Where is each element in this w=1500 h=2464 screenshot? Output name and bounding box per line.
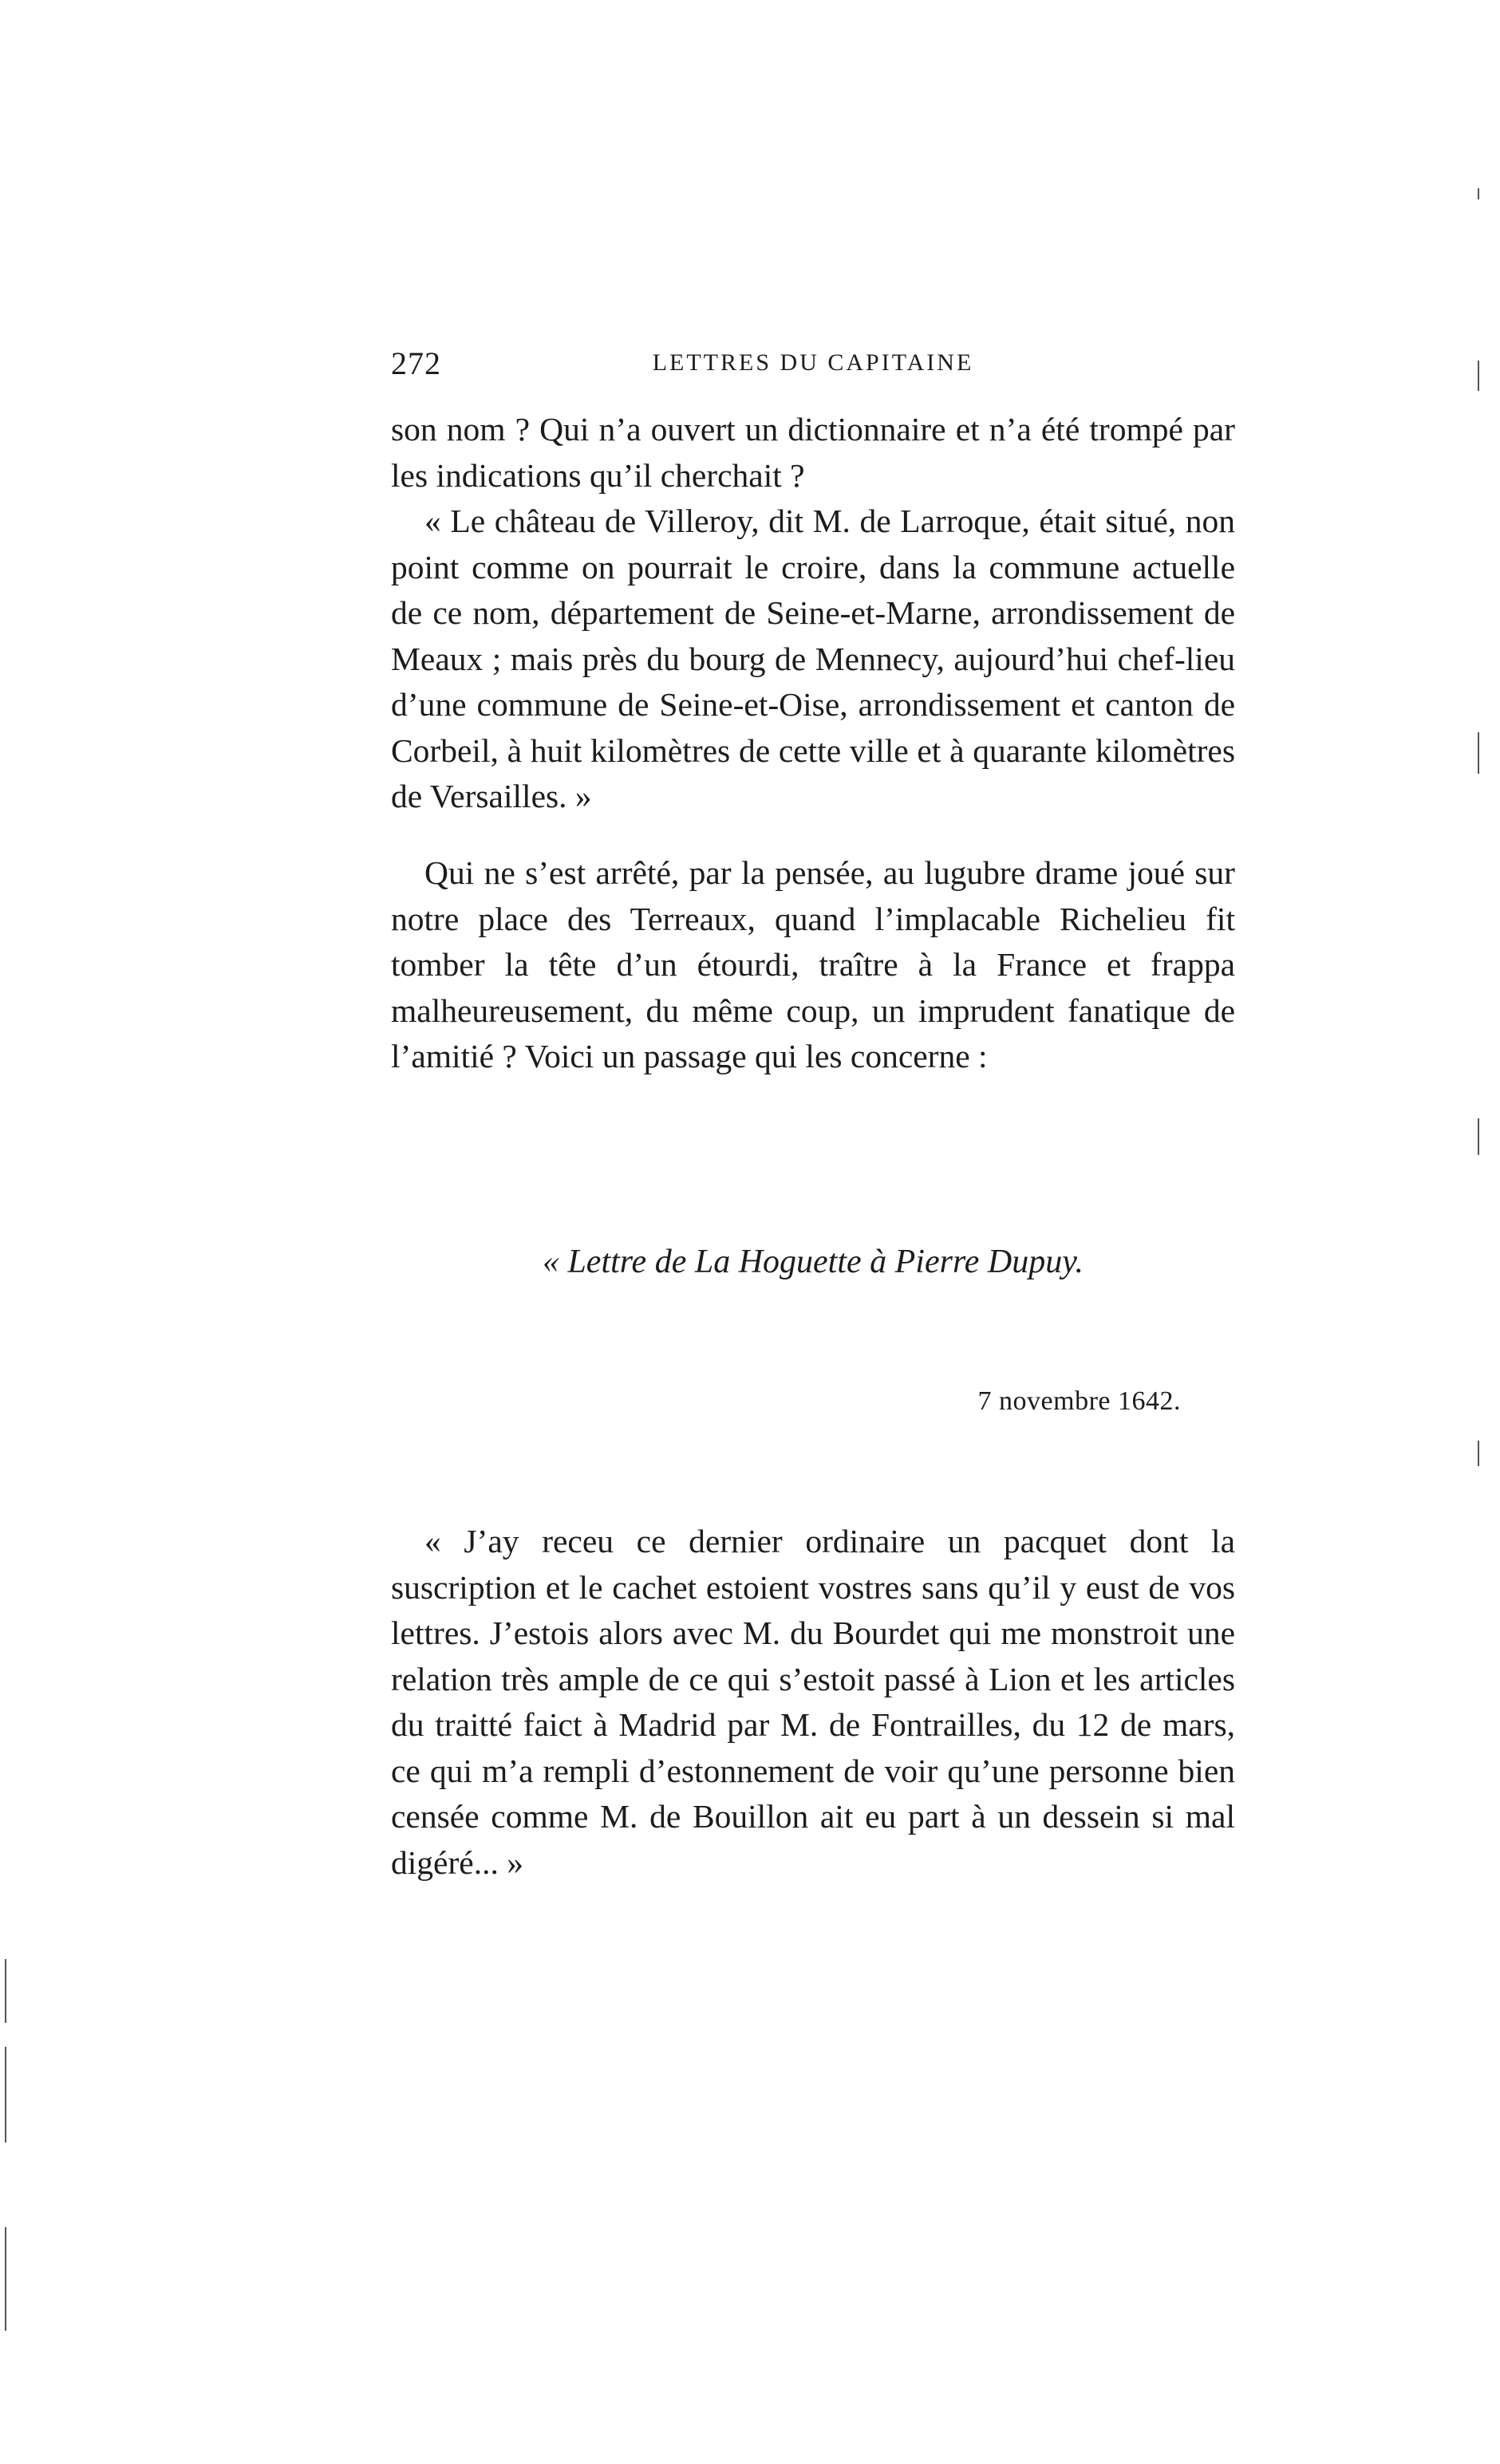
scan-edge-mark <box>1478 732 1479 774</box>
scan-edge-mark <box>5 1959 6 2023</box>
paragraph: « Le château de Villeroy, dit M. de Larroque, était situé, non point comme on pourrait le croire, dans la commune actuelle de ce nom, département de Seine-et-Marne, arrondissement de Meaux ; mais près du bourg de Mennecy, aujourd’hui chef-lieu d’une commune de Seine-et-Oise, arrondissement et canton de Corbeil, à huit kilomètres de cette ville et à quarante kilomètres de Versailles. » <box>391 503 1235 814</box>
letter-title: « Lettre de La Hoguette à Pierre Dupuy. <box>542 1244 1084 1280</box>
scan-edge-mark <box>1478 1441 1479 1466</box>
scan-edge-mark <box>1478 188 1479 199</box>
scan-edge-mark <box>1478 361 1479 391</box>
scan-edge-mark <box>1478 1118 1479 1155</box>
letter-date: 7 novembre 1642. <box>977 1386 1181 1416</box>
paragraph: « J’ay receu ce dernier ordinaire un pacquet dont la suscription et le cachet estoient vostres sans qu’il y eust de vos lettres. J’estois alors avec M. du Bourdet qui me monstroit une relation très ample de ce qui s’estoit passé à Lion et les articles du traitté faict à Madrid par M. de Fontrailles, du 12 de mars, ce qui m’a rempli d’estonnement de voir qu’une personne bien censée comme M. de Bouillon ait eu part à un dessein si mal digéré... » <box>391 1523 1235 1881</box>
opening-text <box>391 407 1235 820</box>
scan-edge-mark <box>5 2047 6 2143</box>
paragraph: Qui ne s’est arrêté, par la pensée, au lugubre drame joué sur notre place des Terreaux, quand l’implacable Richelieu fit tomber la tête d’un étourdi, traître à la France et frappa malheureusement, du même coup, un imprudent fanatique de l’amitié ? Voici un passage qui les concerne : <box>391 854 1235 1074</box>
paragraph: son nom ? Qui n’a ouvert un dictionnaire et n’a été trompé par les indications qu’il cherchait ? <box>391 411 1235 494</box>
intro-text <box>391 850 1235 1080</box>
running-head <box>391 345 1235 386</box>
letter-body <box>391 1519 1235 1886</box>
running-title: LETTRES DU CAPITAINE <box>652 349 974 376</box>
page-number: 272 <box>391 345 441 381</box>
scan-edge-mark <box>5 2227 6 2331</box>
